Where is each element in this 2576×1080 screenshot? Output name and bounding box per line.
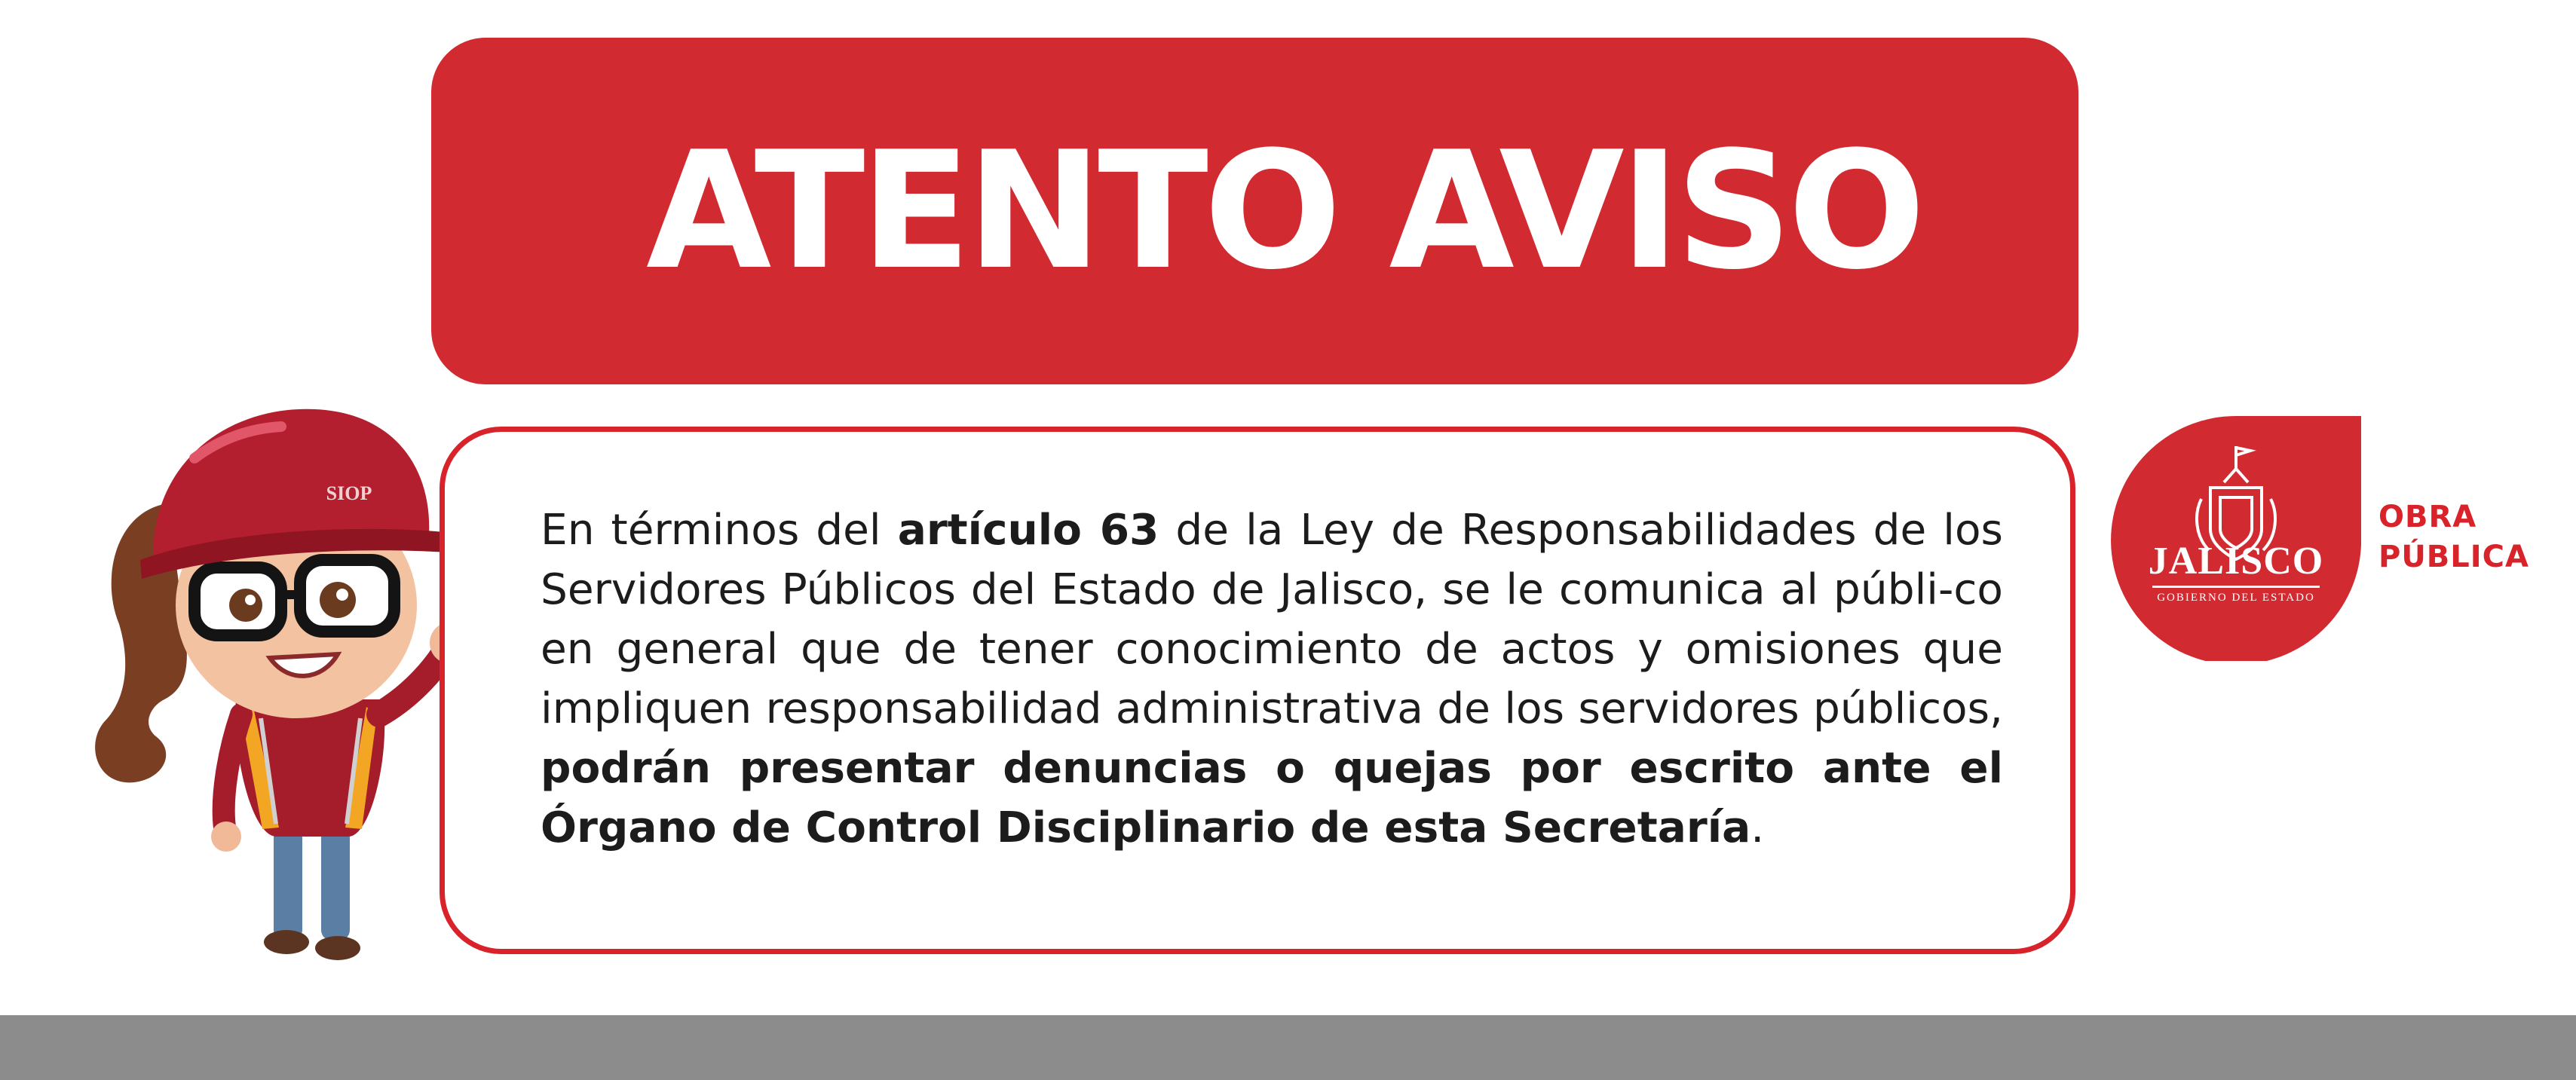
notice-banner [431, 38, 2078, 384]
logo-wordmark: JALISCO [2148, 540, 2324, 583]
logo-subtitle: GOBIERNO DEL ESTADO [2157, 592, 2315, 604]
department-line: PÚBLICA [2378, 540, 2529, 574]
helmet-label: SIOP [326, 482, 372, 504]
notice-text-part: . [1751, 803, 1765, 852]
footer-bar [0, 1015, 2576, 1080]
notice-text-part: En términos del [541, 506, 898, 555]
banner-title: ATENTO AVISO [646, 116, 1922, 305]
department-line: OBRA [2378, 500, 2477, 534]
notice-text [541, 500, 2003, 858]
notice-text-part: de la Ley de Responsabilidades de los Servidores Públicos del Estado de Jalisco, se le comunica al públi-co en general que de tener conocimiento de actos y omisiones que impliquen responsabilidad administrativa de los servidores públicos, [541, 506, 2003, 733]
notice-box [440, 427, 2075, 954]
notice-highlight: podrán presentar denuncias o quejas por escrito ante el Órgano de Control Disciplinario de esta Secretaría [541, 744, 2003, 852]
department-label [2378, 497, 2529, 577]
notice-article-ref: artículo 63 [897, 506, 1159, 555]
logo-divider [2152, 586, 2320, 588]
